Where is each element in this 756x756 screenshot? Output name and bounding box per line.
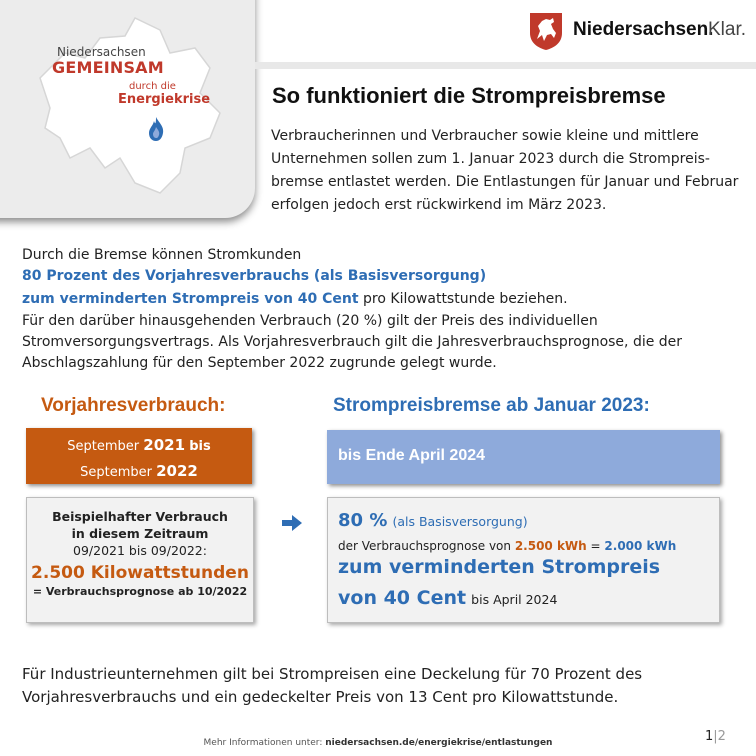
forecast-equals: = (586, 539, 605, 553)
period-to-label: September (80, 465, 152, 480)
example-amount: 2.500 Kilowattstunden (31, 563, 249, 583)
period-from-year: 2021 (143, 436, 186, 454)
lower-saxony-map-icon (10, 8, 240, 208)
example-line: Beispielhafter Verbrauch (52, 509, 228, 524)
header-divider (255, 62, 756, 69)
period-box (26, 428, 252, 484)
gas-flame-icon (145, 115, 167, 143)
page-other[interactable]: 2 (717, 729, 726, 744)
period-from-label: September (67, 439, 140, 454)
reduced-price-line: zum verminderten Strompreis (338, 556, 661, 578)
footer-info-link[interactable]: niedersachsen.de/energiekrise/entlastungen (325, 738, 553, 748)
forecast-text: der Verbrauchsprognose von (338, 539, 515, 553)
body-highlight-price: zum verminderten Strompreis von 40 Cent (22, 291, 359, 307)
validity-box (327, 430, 720, 484)
body-highlight-share: 80 Prozent des Vorjahresverbrauchs (als Basisversorgung) (22, 268, 487, 284)
example-note: = Verbrauchsprognose ab 10/2022 (32, 585, 248, 598)
validity-text: bis Ende April 2024 (338, 447, 486, 464)
forecast-to: 2.000 kWh (604, 539, 677, 553)
logo-text-region: Niedersachsen (57, 45, 146, 59)
logo-text-through: durch die (129, 81, 176, 92)
body-line: Für den darüber hinausgehenden Verbrauch (20 %) gilt der Preis des individuellen (22, 313, 598, 329)
brand-claim: Klar. (708, 19, 747, 40)
price-value: von 40 Cent (338, 587, 467, 609)
saxon-horse-icon (528, 11, 564, 51)
forecast-from: 2.500 kWh (514, 539, 587, 553)
heading-previous-consumption: Vorjahresverbrauch: (41, 395, 226, 416)
logo-text-crisis: Energiekrise (118, 92, 211, 107)
body-line (22, 291, 568, 307)
campaign-logo-card (0, 0, 255, 218)
brand-name: Niedersachsen. (573, 19, 714, 40)
example-period: 09/2021 bis 09/2022: (73, 543, 207, 558)
logo-text-together: GEMEINSAM (52, 58, 164, 77)
price-until: bis April 2024 (471, 592, 558, 607)
page-current: 1 (705, 729, 714, 744)
share-percent: 80 % (338, 510, 388, 531)
page-title: So funktioniert die Strompreisbremse (272, 83, 666, 108)
body-line-rest: pro Kilowattstunde beziehen. (358, 291, 568, 307)
page-indicator (705, 729, 726, 744)
industry-paragraph: Für Industrieunternehmen gilt bei Strompreisen eine Deckelung für 70 Prozent des Vorjahresverbrauchs und ein gedeckelter Preis von 13 Cent pro Kilowattstunde. (22, 665, 643, 706)
intro-paragraph: Verbraucherinnen und Verbraucher sowie kleine und mittlere Unternehmen sollen zum 1. Januar 2023 durch die Strompreis-bremse entlastet werden. Die Entlastungen für Januar und Februar erfolgen jedoch erst rückwirkend im März 2023. (271, 128, 739, 213)
period-to-year: 2022 (156, 462, 198, 480)
footer-info-prefix: Mehr Informationen unter: (203, 738, 326, 748)
price-brake-detail-box (327, 497, 720, 623)
body-line: Abschlagszahlung für den September 2022 zugrunde gelegt wurde. (22, 355, 497, 371)
heading-price-brake: Strompreisbremse ab Januar 2023: (333, 395, 650, 416)
page-separator: | (713, 729, 718, 744)
example-line: in diesem Zeitraum (71, 526, 209, 541)
period-to-word: bis (189, 439, 211, 454)
example-consumption-box (26, 497, 254, 623)
body-line: Stromversorgungsvertrags. Als Vorjahresverbrauch gilt die Jahresverbrauchsprognose, die der (22, 334, 683, 350)
arrow-right-icon (281, 513, 303, 533)
footer-info (0, 738, 756, 748)
share-note: (als Basisversorgung) (392, 514, 528, 529)
body-line: Durch die Bremse können Stromkunden (22, 247, 302, 263)
